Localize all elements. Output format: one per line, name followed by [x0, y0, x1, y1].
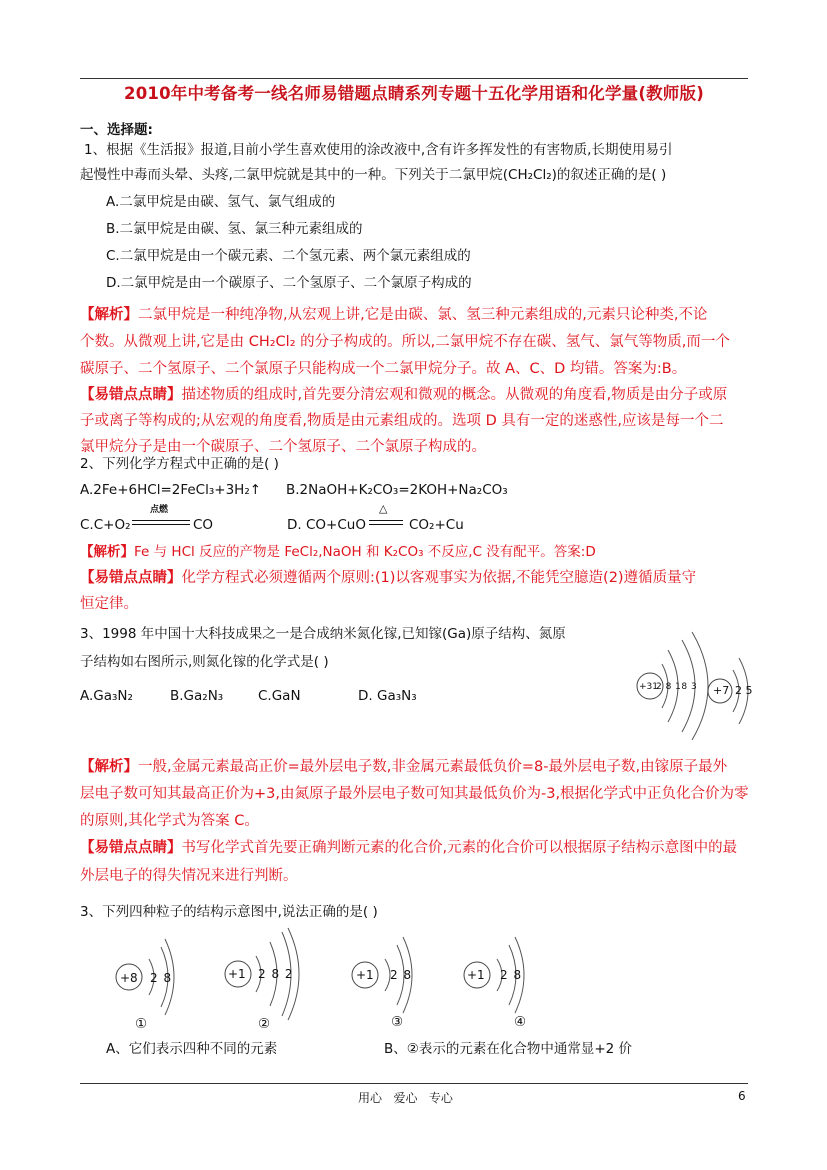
q4-option-a: A、它们表示四种不同的元素	[106, 1041, 278, 1057]
particle-3-shells: 2 8	[390, 968, 412, 982]
q2-option-d-left: D. CO+CuO	[287, 517, 366, 533]
q1-analysis-text1: 二氯甲烷是一种纯净物,从宏观上讲,它是由碳、氯、氢三种元素组成的,元素只论种类,不论	[138, 307, 708, 323]
q1-analysis-line3: 碳原子、二个氢原子、二个氯原子只能构成一个二氯甲烷分子。故 A、C、D 均错。答案为:B。	[80, 361, 687, 377]
particle-2-nucleus: +1	[228, 967, 246, 981]
particle-2-shells: 2 8 2	[258, 967, 293, 981]
q3-analysis-text1: 一般,金属元素最高正价=最外层电子数,非金属元素最低负价=8-最外层电子数,由镓原子最外	[138, 759, 728, 775]
q3-stem-line2: 子结构如右图所示,则氮化镓的化学式是( )	[80, 654, 329, 670]
analysis-label: 【解析】	[80, 544, 134, 560]
q1-option-b: B.二氯甲烷是由碳、氢、氯三种元素组成的	[106, 221, 363, 237]
particle-1-nucleus: +8	[120, 971, 138, 985]
q4-option-b: B、②表示的元素在化合物中通常显+2 价	[384, 1041, 633, 1057]
q2-analysis-text: Fe 与 HCl 反应的产物是 FeCl₂,NaOH 和 K₂CO₃ 不反应,C 没有配平。答案:D	[134, 544, 596, 560]
q1-option-c: C.二氯甲烷是由一个碳元素、二个氢元素、两个氯元素组成的	[106, 248, 471, 264]
q2-option-c-equals-sign	[132, 520, 192, 526]
q3-option-a: A.Ga₃N₂	[80, 688, 133, 704]
q2-pitfall-text1: 化学方程式必须遵循两个原则:(1)以客观事实为依据,不能凭空臆造(2)遵循质量守	[181, 570, 697, 586]
page-title: 2010年中考备考一线名师易错题点睛系列专题十五化学用语和化学量(教师版)	[124, 84, 704, 103]
q3-stem-line1: 3、1998 年中国十大科技成果之一是合成纳米氮化镓,已知镓(Ga)原子结构、氮原	[80, 626, 566, 642]
pitfall-label: 【易错点点睛】	[80, 570, 182, 586]
pitfall-label: 【易错点点睛】	[80, 840, 182, 856]
q2-analysis-line	[80, 542, 596, 562]
q1-stem-line1: 1、根据《生活报》报道,目前小学生喜欢使用的涂改液中,含有许多挥发性的有害物质,长期使用易引	[84, 142, 673, 158]
q1-pitfall-line1	[80, 385, 727, 405]
q2-pitfall-line1	[80, 568, 696, 588]
q3-pitfall-line1	[80, 838, 737, 858]
header-rule	[80, 78, 748, 79]
nitrogen-nucleus: +7	[713, 684, 730, 697]
particle-2-label: ②	[258, 1016, 271, 1032]
particle-4-nucleus: +1	[467, 968, 485, 982]
q1-pitfall-line3: 氯甲烷分子是由一个碳原子、二个氢原子、二个氯原子构成的。	[80, 439, 486, 455]
q3-option-c: C.GaN	[258, 688, 301, 704]
particle-3-nucleus: +1	[356, 968, 374, 982]
page-number: 6	[738, 1089, 746, 1103]
q3-pitfall-text1: 书写化学式首先要正确判断元素的化合价,元素的化合价可以根据原子结构示意图中的最	[181, 840, 738, 856]
gallium-nucleus: +31	[639, 682, 658, 692]
q2-pitfall-line2: 恒定律。	[80, 596, 138, 612]
particle-3-label: ③	[391, 1014, 404, 1030]
analysis-label: 【解析】	[80, 307, 138, 323]
q1-option-d: D.二氯甲烷是由一个碳原子、二个氢原子、二个氯原子构成的	[106, 275, 472, 291]
q2-option-a: A.2Fe+6HCl=2FeCl₃+3H₂↑	[80, 482, 262, 498]
section-heading: 一、选择题:	[80, 122, 153, 138]
q2-option-c-condition: 点燃	[150, 505, 169, 515]
analysis-label: 【解析】	[80, 759, 138, 775]
q1-pitfall-line2: 子或离子等构成的;从宏观的角度看,物质是由元素组成的。选项 D 具有一定的迷惑性,应该是每一个二	[80, 413, 724, 429]
footer-motto: 用心 爱心 专心	[358, 1091, 453, 1105]
q3-analysis-line2: 层电子数可知其最高正价为+3,由氮原子最外层电子数可知其最低负价为-3,根据化学式中正负化合价为零	[80, 786, 749, 802]
q2-option-d-equals-sign	[369, 520, 405, 526]
q2-option-c-left: C.C+O₂	[80, 517, 131, 533]
q3-pitfall-line2: 外层电子的得失情况来进行判断。	[80, 868, 298, 884]
q2-stem: 2、下列化学方程式中正确的是( )	[80, 456, 279, 472]
q1-option-a: A.二氯甲烷是由碳、氢气、氯气组成的	[106, 194, 336, 210]
q2-option-b: B.2NaOH+K₂CO₃=2KOH+Na₂CO₃	[286, 482, 508, 498]
gallium-shells: 2 8 18 3	[656, 682, 698, 692]
q4-stem: 3、下列四种粒子的结构示意图中,说法正确的是( )	[80, 904, 378, 920]
q1-stem-line2: 起慢性中毒而头晕、头疼,二氯甲烷就是其中的一种。下列关于二氯甲烷(CH₂Cl₂)的叙述正确的是( )	[80, 167, 667, 183]
q2-option-d-right: CO₂+Cu	[409, 517, 464, 533]
q3-option-d: D. Ga₃N₃	[358, 688, 417, 704]
q2-option-d-condition: △	[379, 502, 388, 515]
q3-option-b: B.Ga₂N₃	[170, 688, 224, 704]
q3-analysis-line3: 的原则,其化学式为答案 C。	[80, 813, 259, 829]
particle-4-shells: 2 8	[500, 968, 522, 982]
q1-analysis-line2: 个数。从微观上讲,它是由 CH₂Cl₂ 的分子构成的。所以,二氯甲烷不存在碳、氢气、氯气等物质,而一个	[80, 334, 730, 350]
footer-rule	[80, 1083, 748, 1084]
particle-4-label: ④	[514, 1014, 527, 1030]
particle-1-shells: 2 8	[150, 971, 172, 985]
q1-pitfall-text1: 描述物质的组成时,首先要分清宏观和微观的概念。从微观的角度看,物质是由分子或原	[181, 387, 728, 403]
q3-analysis-line1	[80, 757, 727, 777]
pitfall-label: 【易错点点睛】	[80, 387, 182, 403]
particle-1-label: ①	[135, 1016, 148, 1032]
nitrogen-shells: 2 5	[735, 684, 753, 697]
q2-option-c-right: CO	[193, 517, 214, 533]
q1-analysis-line1	[80, 305, 707, 325]
